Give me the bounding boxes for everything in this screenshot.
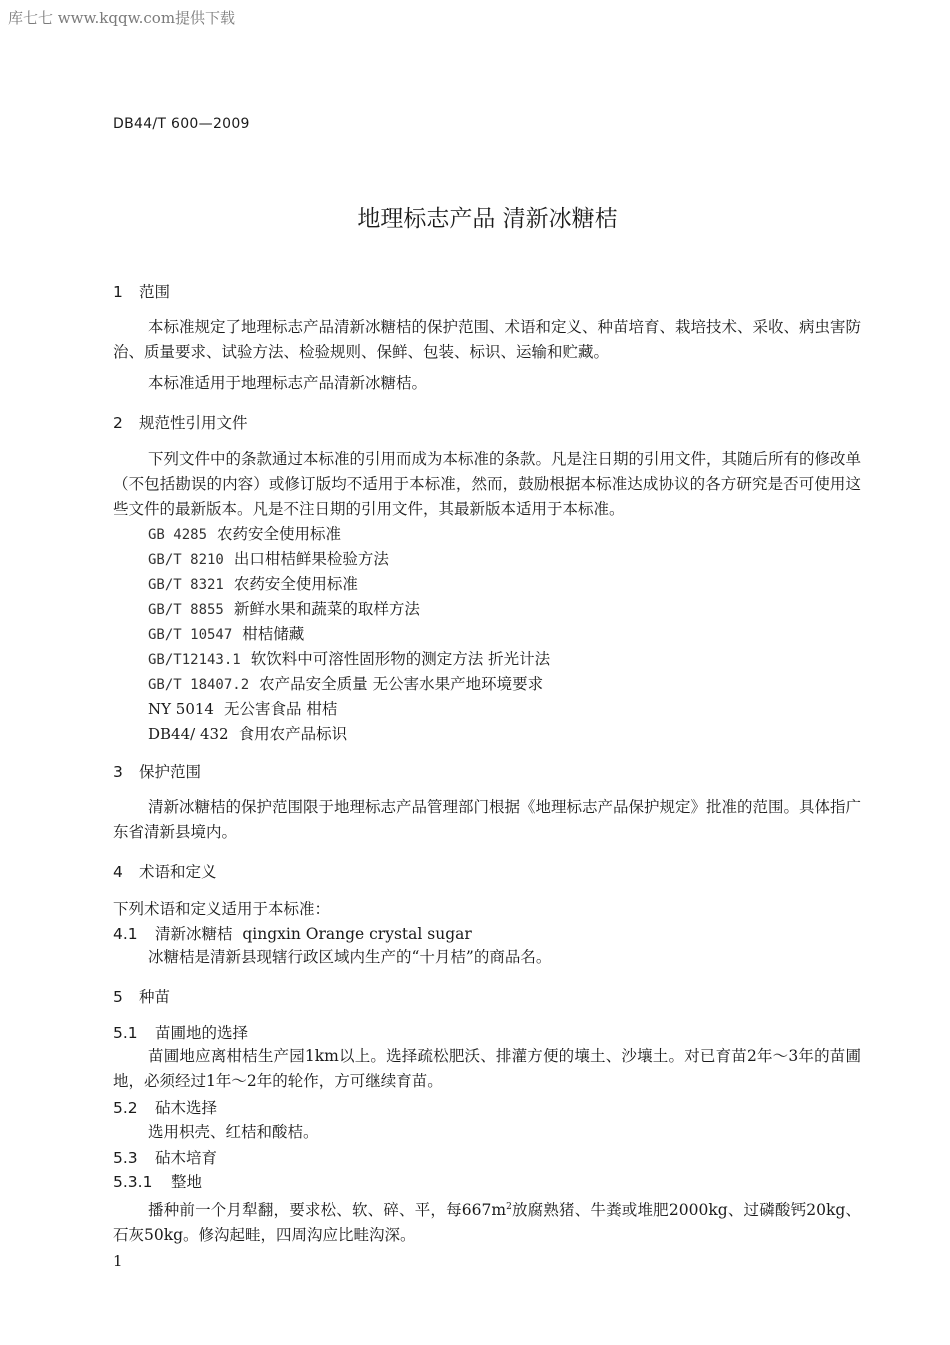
land-prep-paragraph: 播种前一个月犁翻，要求松、软、碎、平，每$667m^2$放腐熟猪、牛粪或堆肥2000kg、过磷酸钙20kg、石灰50kg。修沟起畦，四周沟应比畦沟深。 [113, 1201, 861, 1245]
terms-intro: 下列术语和定义适用于本标准： [113, 900, 331, 918]
reference-item: GB 4285 农药安全使用标准 [148, 525, 342, 543]
term-definition: 冰糖桔是清新县现辖行政区域内生产的“十月桔”的商品名。 [148, 948, 552, 966]
section-4-heading: 4 术语和定义 [113, 863, 217, 881]
subsection-5-3-heading: 5.3 砧木培育 [113, 1149, 218, 1167]
subsection-5-2-heading: 5.2 砧木选择 [113, 1099, 218, 1117]
reference-item: GB/T 10547 柑桔储藏 [148, 625, 305, 643]
section-5-heading: 5 种苗 [113, 988, 171, 1006]
page-title: 地理标志产品 清新冰糖桔 [357, 206, 618, 232]
protection-scope-paragraph: 清新冰糖桔的保护范围限于地理标志产品管理部门根据《地理标志产品保护规定》批准的范围。具体指广东省清新县境内。 [113, 798, 862, 841]
document-number: DB44/T 600—2009 [113, 116, 250, 132]
reference-item: GB/T12143.1 软饮料中可溶性固形物的测定方法 折光计法 [148, 650, 551, 668]
section-1-heading: 1 范围 [113, 283, 171, 301]
reference-item: NY 5014 无公害食品 柑桔 [148, 700, 338, 718]
section-3-heading: 3 保护范围 [113, 763, 202, 781]
normative-refs-paragraph: 下列文件中的条款通过本标准的引用而成为本标准的条款。凡是注日期的引用文件，其随后所有的修改单（不包括勘误的内容）或修订版均不适用于本标准，然而，鼓励根据本标准达成协议的各方研究是否可使用这些文件的最新版本。凡是不注日期的引用文件，其最新版本适用于本标准。 [113, 450, 862, 518]
reference-item: GB/T 8855 新鲜水果和蔬菜的取样方法 [148, 600, 420, 618]
subsection-5-1-heading: 5.1 苗圃地的选择 [113, 1024, 249, 1042]
scope-applicability: 本标准适用于地理标志产品清新冰糖桔。 [148, 374, 428, 392]
page-number: 1 [113, 1252, 123, 1270]
section-2-heading: 2 规范性引用文件 [113, 414, 248, 432]
reference-item: GB/T 18407.2 农产品安全质量 无公害水果产地环境要求 [148, 675, 544, 693]
reference-item: GB/T 8321 农药安全使用标准 [148, 575, 358, 593]
reference-item: GB/T 8210 出口柑桔鲜果检验方法 [148, 550, 389, 568]
subsection-5-3-1-heading: 5.3.1 整地 [113, 1173, 203, 1191]
watermark-text: 库七七 www.kqqw.com提供下载 [8, 9, 236, 27]
rootstock-paragraph: 选用枳壳、红桔和酸桔。 [148, 1123, 319, 1141]
scope-paragraph: 本标准规定了地理标志产品清新冰糖桔的保护范围、术语和定义、种苗培育、栽培技术、采收、病虫害防治、质量要求、试验方法、检验规则、保鲜、包装、标识、运输和贮藏。 [113, 318, 862, 361]
reference-item: DB44/ 432 食用农产品标识 [148, 725, 348, 743]
subsection-4-1-heading: 4.1 清新冰糖桔 qingxin Orange crystal sugar [113, 925, 472, 943]
nursery-paragraph: 苗圃地应离柑桔生产园1km以上。选择疏松肥沃、排灌方便的壤土、沙壤土。对已育苗2年～3年的苗圃地，必须经过1年～2年的轮作，方可继续育苗。 [113, 1047, 861, 1090]
